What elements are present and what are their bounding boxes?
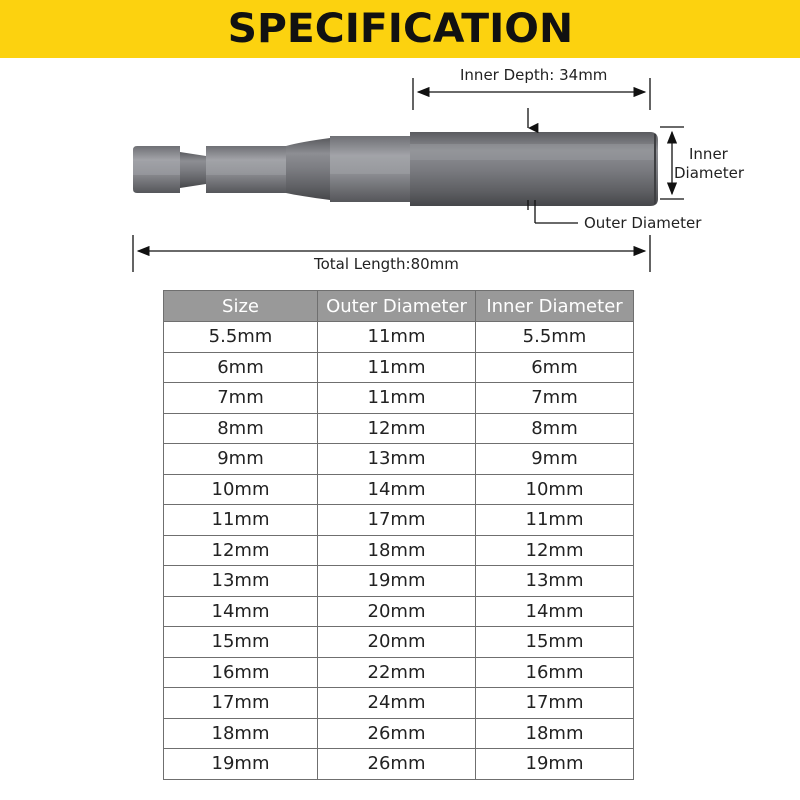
table-row [164, 413, 634, 444]
cell-inner-diameter: 9mm [476, 444, 634, 475]
dimension-diagram [0, 58, 800, 290]
cell-size: 11mm [164, 505, 318, 536]
cell-size: 15mm [164, 627, 318, 658]
table-row [164, 688, 634, 719]
table-row [164, 657, 634, 688]
cell-inner-diameter: 10mm [476, 474, 634, 505]
total-length-label: Total Length:80mm [314, 255, 459, 273]
cell-size: 9mm [164, 444, 318, 475]
table-row [164, 352, 634, 383]
cell-outer-diameter: 11mm [318, 383, 476, 414]
cell-outer-diameter: 26mm [318, 718, 476, 749]
cell-inner-diameter: 6mm [476, 352, 634, 383]
inner-diameter-label-line2: Diameter [674, 164, 745, 182]
cell-outer-diameter: 19mm [318, 566, 476, 597]
cell-inner-diameter: 7mm [476, 383, 634, 414]
cell-size: 17mm [164, 688, 318, 719]
page-title: SPECIFICATION [227, 6, 573, 52]
cell-outer-diameter: 11mm [318, 322, 476, 353]
title-banner [0, 0, 800, 58]
cell-size: 16mm [164, 657, 318, 688]
cell-inner-diameter: 17mm [476, 688, 634, 719]
cell-inner-diameter: 8mm [476, 413, 634, 444]
table-row [164, 322, 634, 353]
table-row [164, 627, 634, 658]
header-size: Size [164, 291, 318, 322]
spec-table [163, 290, 634, 780]
cell-size: 18mm [164, 718, 318, 749]
cell-size: 14mm [164, 596, 318, 627]
cell-inner-diameter: 11mm [476, 505, 634, 536]
cell-size: 6mm [164, 352, 318, 383]
cell-size: 8mm [164, 413, 318, 444]
cell-size: 7mm [164, 383, 318, 414]
cell-size: 19mm [164, 749, 318, 780]
cell-outer-diameter: 24mm [318, 688, 476, 719]
cell-inner-diameter: 18mm [476, 718, 634, 749]
table-row [164, 749, 634, 780]
cell-inner-diameter: 19mm [476, 749, 634, 780]
table-row [164, 474, 634, 505]
cell-inner-diameter: 5.5mm [476, 322, 634, 353]
table-header-row [164, 291, 634, 322]
inner-diameter-label-line1: Inner [689, 145, 728, 163]
cell-outer-diameter: 14mm [318, 474, 476, 505]
cell-inner-diameter: 12mm [476, 535, 634, 566]
cell-outer-diameter: 11mm [318, 352, 476, 383]
cell-inner-diameter: 16mm [476, 657, 634, 688]
inner-depth-label: Inner Depth: 34mm [460, 66, 608, 84]
table-row [164, 596, 634, 627]
cell-size: 5.5mm [164, 322, 318, 353]
cell-inner-diameter: 13mm [476, 566, 634, 597]
table-row [164, 505, 634, 536]
cell-size: 10mm [164, 474, 318, 505]
cell-outer-diameter: 17mm [318, 505, 476, 536]
cell-size: 12mm [164, 535, 318, 566]
table-row [164, 535, 634, 566]
cell-size: 13mm [164, 566, 318, 597]
cell-inner-diameter: 15mm [476, 627, 634, 658]
cell-outer-diameter: 12mm [318, 413, 476, 444]
table-row [164, 718, 634, 749]
cell-outer-diameter: 20mm [318, 627, 476, 658]
header-outer-diameter: Outer Diameter [318, 291, 476, 322]
cell-outer-diameter: 18mm [318, 535, 476, 566]
cell-outer-diameter: 20mm [318, 596, 476, 627]
cell-outer-diameter: 22mm [318, 657, 476, 688]
table-row [164, 566, 634, 597]
cell-outer-diameter: 13mm [318, 444, 476, 475]
table-row [164, 383, 634, 414]
outer-diameter-label: Outer Diameter [584, 214, 702, 232]
cell-outer-diameter: 26mm [318, 749, 476, 780]
table-row [164, 444, 634, 475]
cell-inner-diameter: 14mm [476, 596, 634, 627]
header-inner-diameter: Inner Diameter [476, 291, 634, 322]
